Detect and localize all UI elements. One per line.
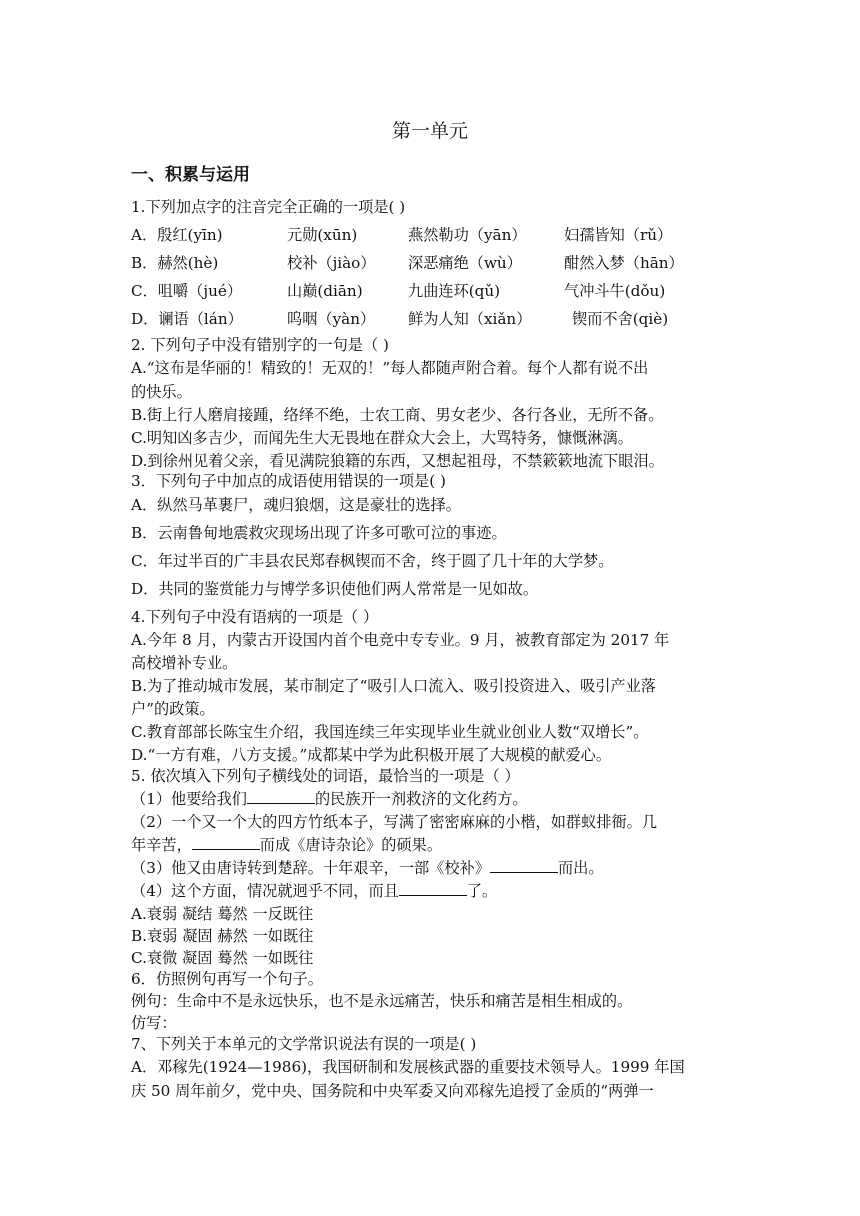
question-2-line: A.“这布是华丽的！精致的！无双的！”每人都随声附合着。每个人都有说不出 [131,359,649,377]
page-title: 第一单元 [391,120,468,142]
question-5-option-b: B.衰弱 凝固 赫然 一如既往 [131,927,314,945]
option-item: B．赫然(hè) [131,254,219,272]
question-5-sentence-2-cont [131,835,442,855]
sentence-text: （1）他要给我们 [131,790,247,808]
option-item: 校补（jiào） [287,254,376,272]
option-item: 山巅(diān) [287,282,363,300]
fill-blank[interactable] [247,789,315,804]
option-item: 呜咽（yàn） [287,310,376,328]
option-item: 气冲斗牛(dǒu) [564,282,666,300]
question-5-sentence-2: （2）一个又一个大的四方竹纸本子，写满了密密麻麻的小楷，如群蚁排衙。几 [131,813,658,831]
option-item: 燕然勒功（yān） [408,226,527,244]
question-3-stem: 3．下列句子中加点的成语使用错误的一项是( ) [131,472,446,490]
option-item: 妇孺皆知（rǔ） [564,226,673,244]
option-item: C．咀嚼（jué） [131,282,243,300]
question-2-line: B.街上行人磨肩接踵，络绎不绝，士农工商、男女老少、各行各业，无所不备。 [131,406,664,424]
fill-blank[interactable] [192,835,260,850]
option-item: 酣然入梦（hān） [564,254,684,272]
section-heading: 一、积累与运用 [131,165,250,185]
sentence-text: 年辛苦， [131,836,192,854]
question-5-option-c: C.衰微 凝固 蓦然 一如既往 [131,949,314,967]
option-item: 鲜为人知（xiǎn） [408,310,532,328]
option-item: D．谰语（lán） [131,310,243,328]
question-3-option-a: A．纵然马革裹尸，魂归狼烟，这是豪壮的选择。 [131,496,461,514]
question-5-sentence-3 [131,858,604,878]
sentence-text: 而成《唐诗杂论》的硕果。 [259,836,442,854]
question-2-line: C.明知凶多吉少，而闻先生大无畏地在群众大会上，大骂特务，慷慨淋漓。 [131,429,633,447]
question-6-write-label: 仿写： [131,1014,177,1032]
sentence-text: （4）这个方面，情况就迥乎不同，而且 [131,882,399,900]
question-5-sentence-4 [131,881,497,901]
sentence-text: 了。 [466,882,498,900]
fill-blank[interactable] [399,881,467,896]
sentence-text: 而出。 [557,859,604,877]
question-5-sentence-1 [131,789,528,809]
question-7-stem: 7、下列关于本单元的文学常识说法有误的一项是( ) [131,1035,477,1053]
question-2-line: D.到徐州见着父亲，看见满院狼籍的东西，又想起祖母，不禁簌簌地流下眼泪。 [131,452,664,470]
question-4-stem: 4.下列句子中没有语病的一项是（ ） [131,608,379,626]
option-item: 深恶痛绝（wù） [408,254,522,272]
question-3-option-d: D．共同的鉴赏能力与博学多识使他们两人常常是一见如故。 [131,580,539,598]
question-4-line: D.“一方有难，八方支援。”成都某中学为此积极开展了大规模的献爱心。 [131,746,612,764]
question-4-line: 户”的政策。 [131,700,215,718]
option-item: A．殷红(yīn) [131,226,223,244]
fill-blank[interactable] [490,858,558,873]
option-item: 九曲连环(qǔ) [408,282,501,300]
question-4-line: A.今年 8 月，内蒙古开设国内首个电竞中专专业。9 月，被教育部定为 2017 年 [131,631,670,649]
question-6-example: 例句：生命中不是永远快乐，也不是永远痛苦，快乐和痛苦是相生相成的。 [131,992,633,1010]
question-3-option-c: C．年过半百的广丰县农民郑春枫锲而不舍，终于圆了几十年的大学梦。 [131,552,614,570]
question-4-line: B.为了推动城市发展，某市制定了“吸引人口流入、吸引投资进入、吸引产业落 [131,677,656,695]
question-4-line: 高校增补专业。 [131,654,238,672]
question-4-line: C.教育部部长陈宝生介绍，我国连续三年实现毕业生就业创业人数“双增长”。 [131,723,649,741]
question-7-line: A．邓稼先(1924—1986)，我国研制和发展核武器的重要技术领导人。1999 年国 [131,1058,685,1076]
question-5-option-a: A.衰弱 凝结 蓦然 一反既往 [131,905,314,923]
question-3-option-b: B．云南鲁甸地震救灾现场出现了许多可歌可泣的事迹。 [131,524,507,542]
question-5-stem: 5. 依次填入下列句子横线处的词语，最恰当的一项是（ ） [131,767,520,785]
question-6-stem: 6．仿照例句再写一个句子。 [131,970,323,988]
question-2-stem: 2. 下列句子中没有错别字的一句是（ ) [131,336,389,354]
sentence-text: 的民族开一剂救济的文化药方。 [314,790,528,808]
sentence-text: （3）他又由唐诗转到楚辞。十年艰辛，一部《校补》 [131,859,490,877]
option-item: 锲而不舍(qiè) [572,310,669,328]
question-7-line: 庆 50 周年前夕，党中央、国务院和中央军委又向邓稼先追授了金质的“两弹一 [131,1082,654,1100]
option-item: 元勋(xūn) [287,226,358,244]
question-1-stem: 1.下列加点字的注音完全正确的一项是( ) [131,198,406,216]
question-2-line: 的快乐。 [131,383,192,401]
